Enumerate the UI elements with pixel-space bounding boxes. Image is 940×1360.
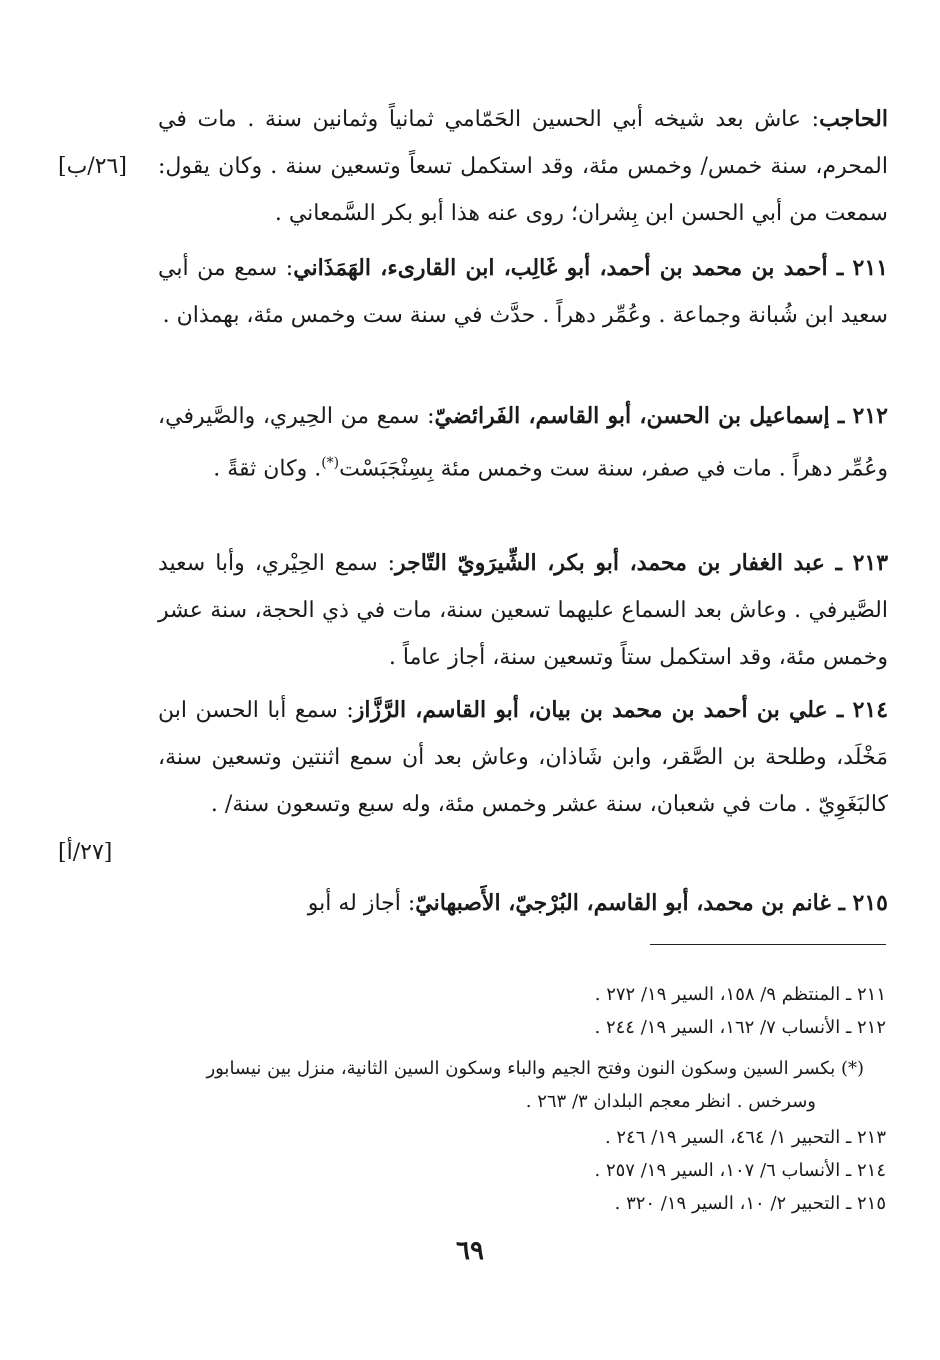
entry-heading: ٢١٣ ـ عبد الغفار بن محمد، أبو بكر، الشِّيرَويّ التّاجر: [395, 550, 889, 576]
entry-label: الحاجب: [819, 106, 888, 132]
entry-215: [158, 880, 888, 927]
entry-212: [158, 393, 888, 492]
entry-text: : سمع الحِيْري، وأبا سعيد الصَّيرفي . وعاش بعد السماع عليهما تسعين سنة، مات في ذي الحجة، سنة عشر وخمس مئة، وقد استكمل ستاً وتسعين سنة، أجاز عاماً .: [158, 551, 888, 670]
entry-heading: ٢١١ ـ أحمد بن محمد بن أحمد، أبو غَالِب، ابن القارىء، الهَمَذَاني: [293, 255, 888, 281]
footnote-215: ٢١٥ ـ التحبير ٢/ ١٠، السير ١٩/ ٣٢٠ .: [614, 1193, 886, 1214]
margin-folio-27a: [٢٧/أ]: [58, 840, 113, 865]
footnote-211: ٢١١ ـ المنتظم ٩/ ١٥٨، السير ١٩/ ٢٧٢ .: [594, 984, 886, 1005]
entry-heading: ٢١٢ ـ إسماعيل بن الحسن، أبو القاسم، الفَرائضيّ: [434, 403, 888, 429]
footnote-separator: [650, 944, 886, 945]
paragraph-continuation: [158, 96, 888, 237]
entry-211: [158, 245, 888, 339]
entry-heading: ٢١٤ ـ علي بن أحمد بن محمد بن بيان، أبو القاسم، الرَّزَّاز: [353, 697, 889, 723]
footnote-214: ٢١٤ ـ الأنساب ٦/ ١٠٧، السير ١٩/ ٢٥٧ .: [594, 1160, 886, 1181]
footnote-star-line2: وسرخس . انظر معجم البلدان ٣/ ٢٦٣ .: [525, 1091, 816, 1112]
entry-213: [158, 540, 888, 681]
footnote-marker: (*): [321, 455, 340, 471]
entry-text: : سمع من أبي سعيد ابن شُبانة وجماعة . وعُمِّر دهراً . حدَّث في سنة ست وخمس مئة، بهمذان .: [158, 256, 888, 328]
entry-heading: ٢١٥ ـ غانم بن محمد، أبو القاسم، البُرْجيّ، الأَصبهانيّ: [415, 890, 888, 916]
footnote-213: ٢١٣ ـ التحبير ١/ ٤٦٤، السير ١٩/ ٢٤٦ .: [604, 1127, 886, 1148]
entry-214: [158, 687, 888, 828]
margin-folio-26b: [٢٦/ب]: [58, 154, 127, 179]
entry-text: : سمع من الحِيري، والصَّيرفي، وعُمِّر دهراً . مات في صفر، سنة ست وخمس مئة بِسِنْجَبَسْت: [158, 404, 888, 482]
entry-text: : عاش بعد شيخه أبي الحسين الحَمّامي ثمانياً وثمانين سنة . مات في المحرم، سنة خمس/ وخمس مئة، وقد استكمل تسعاً وتسعين سنة . وكان يقول: سمعت من أبي الحسن ابن بِشران؛ روى عنه هذا أبو بكر السَّمعاني .: [158, 107, 888, 226]
page-number: ٦٩: [456, 1236, 484, 1266]
entry-text: : أجاز له أبو: [307, 891, 416, 916]
footnote-star-line1: (*) بكسر السين وسكون النون وفتح الجيم والباء وسكون السين الثانية، منزل بين نيسابور: [206, 1058, 864, 1079]
entry-text-tail: . وكان ثقةً .: [213, 456, 322, 482]
entry-text: : سمع أبا الحسن ابن مَخْلَد، وطلحة بن الصَّقر، وابن شَاذان، وعاش بعد أن سمع اثنتين وتسعين سنة، كالبَغَوِيّ . مات في شعبان، سنة عشر وخمس مئة، وله سبع وتسعون سنة/ .: [158, 698, 888, 817]
footnote-212: ٢١٢ ـ الأنساب ٧/ ١٦٢، السير ١٩/ ٢٤٤ .: [594, 1017, 886, 1038]
